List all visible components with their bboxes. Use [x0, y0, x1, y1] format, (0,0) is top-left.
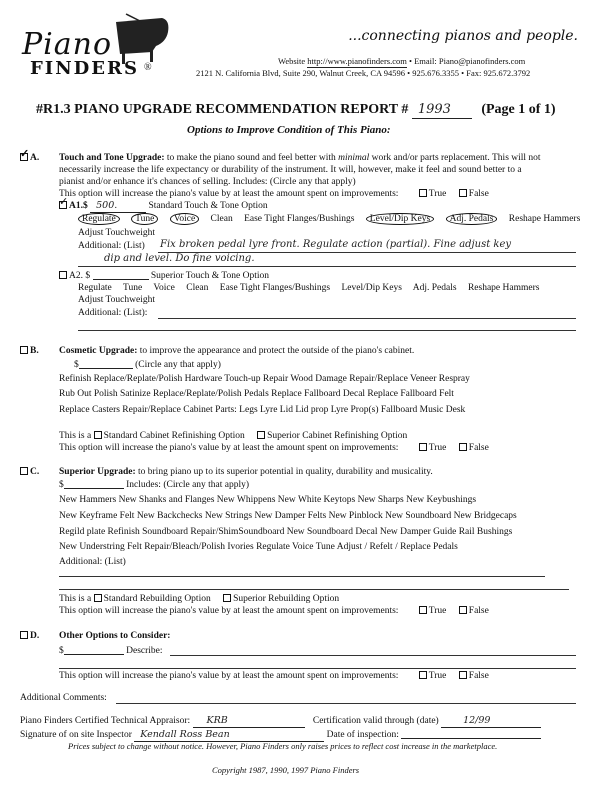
- section-a-letter: ✓A.: [20, 153, 39, 164]
- section-c-row2[interactable]: New Keyframe Felt New Backchecks New Strings New Damper Felts New Pinblock New Soundboard New Bridgecaps: [59, 511, 517, 521]
- section-b-standard-checkbox[interactable]: [94, 431, 102, 439]
- appraiser-row: Piano Finders Certified Technical Appraisor: KRB Certification valid through (date) 12/99: [20, 716, 541, 728]
- section-d-true-checkbox[interactable]: [419, 671, 427, 679]
- section-b-row3[interactable]: Replace Casters Repair/Replace Cabinet Parts: Legs Lyre Lid Lid prop Lyre Prop(s) Fallboard Music Desk: [59, 405, 466, 415]
- section-c-amount[interactable]: [64, 479, 124, 489]
- page-indicator: (Page 1 of 1): [481, 102, 556, 117]
- a1-item-ease[interactable]: Ease Tight Flanges/Bushings: [244, 214, 355, 224]
- a1-option-label: Standard Touch & Tone Option: [148, 201, 268, 211]
- section-a-true-checkbox[interactable]: [419, 189, 427, 197]
- appraiser-value[interactable]: KRB: [193, 716, 305, 728]
- section-c-amount-row: $ Includes: (Circle any that apply): [59, 480, 250, 490]
- a1-item-touchweight[interactable]: Adjust Touchweight: [78, 228, 156, 238]
- a2-item-ease[interactable]: Ease Tight Flanges/Bushings: [219, 283, 331, 293]
- section-b-amount-row: $ (Circle any that apply): [74, 360, 221, 370]
- section-c-false-checkbox[interactable]: [459, 606, 467, 614]
- a2-checkbox[interactable]: [59, 271, 67, 279]
- section-d-letter: D.: [20, 631, 39, 642]
- logo-piano-text: Piano: [22, 27, 113, 62]
- a1-header: ✓A1.$ 500. Standard Touch & Tone Option: [59, 201, 268, 213]
- section-c-additional-line-1[interactable]: [59, 576, 545, 577]
- section-c-checkbox[interactable]: [20, 467, 28, 475]
- a2-items: [78, 283, 548, 294]
- a2-item-tune[interactable]: Tune: [122, 283, 143, 293]
- section-c-this-is: This is a Standard Rebuilding Option Superior Rebuilding Option: [59, 594, 340, 604]
- a1-additional-text-2[interactable]: dip and level. Do fine voicing.: [104, 253, 255, 264]
- a2-option-label: Superior Touch & Tone Option: [150, 271, 269, 281]
- section-b-letter: B.: [20, 346, 39, 357]
- a1-item-level-dip[interactable]: Level/Dip Keys: [366, 213, 434, 225]
- a2-additional-label: Additional: (List):: [78, 308, 148, 318]
- website-link[interactable]: http://www.pianofinders.com: [307, 56, 407, 66]
- section-b-true-checkbox[interactable]: [419, 443, 427, 451]
- section-a-desc-line3: pianist and/or enhance it's chances of selling. Includes: (Circle any that apply): [59, 177, 356, 187]
- address-line: 2121 N. California Blvd, Suite 290, Walnut Creek, CA 94596 • 925.676.3355 • Fax: 925.672.3792: [196, 68, 531, 78]
- a1-checkbox[interactable]: [59, 201, 67, 209]
- a2-item-adj-pedals[interactable]: Adj. Pedals: [412, 283, 457, 293]
- email: • Email: Piano@pianofinders.com: [408, 56, 526, 66]
- report-number[interactable]: 1993: [412, 103, 472, 119]
- a1-item-reshape[interactable]: Reshape Hammers: [508, 214, 581, 224]
- a2-item-regulate[interactable]: Regulate: [78, 283, 112, 293]
- a1-item-voice[interactable]: Voice: [170, 213, 199, 225]
- section-b-checkbox[interactable]: [20, 346, 28, 354]
- section-d-describe-line[interactable]: [170, 655, 576, 656]
- a1-item-tune[interactable]: Tune: [131, 213, 158, 225]
- section-c-true-checkbox[interactable]: [419, 606, 427, 614]
- section-c-value-line: This option will increase the piano's value by at least the amount spent on improvements: True False: [59, 606, 489, 616]
- a2-item-reshape[interactable]: Reshape Hammers: [467, 283, 540, 293]
- section-a-checkbox[interactable]: [20, 153, 28, 161]
- section-d-describe-line-2[interactable]: [59, 668, 576, 669]
- website-label: Website: [278, 56, 308, 66]
- signature-value[interactable]: Kendall Ross Bean: [134, 730, 324, 742]
- copyright: Copyright 1987, 1990, 1997 Piano Finders: [212, 765, 360, 775]
- section-c-row1[interactable]: New Hammers New Shanks and Flanges New Whippens New White Keytops New Sharps New Keybushings: [59, 495, 477, 505]
- section-b-value-line: This option will increase the piano's value by at least the amount spent on improvements: True False: [59, 443, 489, 453]
- section-b-desc: Cosmetic Upgrade: to improve the appearance and protect the outside of the piano's cabinet.: [59, 346, 415, 356]
- a2-item-level-dip[interactable]: Level/Dip Keys: [341, 283, 402, 293]
- section-d-false-checkbox[interactable]: [459, 671, 467, 679]
- section-a-desc-line2: necessarily increase the life expectancy or durability of the instrument. It will, however, make it feel and sound better to a: [59, 165, 522, 175]
- section-b-false-checkbox[interactable]: [459, 443, 467, 451]
- section-d-value-line: This option will increase the piano's value by at least the amount spent on improvements: True False: [59, 671, 489, 681]
- a1-item-adj-pedals[interactable]: Adj. Pedals: [446, 213, 498, 225]
- section-b-superior-checkbox[interactable]: [257, 431, 265, 439]
- section-c-additional-label: Additional: (List): [59, 557, 126, 567]
- section-d-amount[interactable]: [64, 645, 124, 655]
- report-subtitle: Options to Improve Condition of This Piano:: [187, 124, 391, 136]
- section-c-additional-line-2[interactable]: [59, 589, 569, 590]
- section-c-standard-checkbox[interactable]: [94, 594, 102, 602]
- a2-additional-line-2[interactable]: [78, 330, 576, 331]
- section-d-checkbox[interactable]: [20, 631, 28, 639]
- section-c-row4[interactable]: New Understring Felt Repair/Bleach/Polish Ivories Regulate Voice Tune Adjust / Refelt / Replace Pedals: [59, 542, 458, 552]
- additional-comments-label: Additional Comments:: [20, 693, 107, 703]
- a2-amount[interactable]: [93, 270, 149, 280]
- disclaimer: Prices subject to change without notice. However, Piano Finders only raises prices to reflect cost increase in the marketplace.: [68, 741, 498, 751]
- section-b-row2[interactable]: Rub Out Polish Satinize Replace/Replate/Polish Pedals Replace Fallboard Decal Replace Fallboard Felt: [59, 389, 454, 399]
- section-d-heading: Other Options to Consider:: [59, 631, 171, 641]
- section-c-row3[interactable]: Regild plate Refinish Soundboard Repair/ShimSoundboard New Soundboard Decal New Damper Guide Rail Bushings: [59, 527, 513, 537]
- signature-row: Signature of on site Inspector Kendall Ross Bean Date of inspection:: [20, 729, 541, 742]
- section-c-superior-checkbox[interactable]: [223, 594, 231, 602]
- section-c-desc: Superior Upgrade: to bring piano up to its superior potential in quality, durability and musicality.: [59, 467, 433, 477]
- section-b-row1[interactable]: Refinish Replace/Replate/Polish Hardware Touch-up Repair Wood Damage Repair/Replace Veneer Respray: [59, 374, 470, 384]
- inspection-date[interactable]: [401, 729, 541, 739]
- cert-date-value[interactable]: 12/99: [441, 716, 541, 728]
- a1-additional-text-1[interactable]: Fix broken pedal lyre front. Regulate action (partial). Fine adjust key: [160, 239, 512, 250]
- additional-comments-line[interactable]: [116, 703, 576, 704]
- a2-item-touchweight[interactable]: Adjust Touchweight: [78, 295, 156, 305]
- logo: [20, 12, 200, 84]
- section-b-this-is: This is a Standard Cabinet Refinishing Option Superior Cabinet Refinishing Option: [59, 431, 408, 441]
- logo-registered: ®: [144, 62, 152, 73]
- section-b-amount[interactable]: [79, 359, 133, 369]
- tagline: ...connecting pianos and people.: [348, 28, 578, 44]
- report-title-text: #R1.3 PIANO UPGRADE RECOMMENDATION REPORT #: [36, 102, 409, 117]
- section-a-desc-line1: Touch and Tone Upgrade: to make the piano sound and feel better with minimal work and/or parts replacement. This will not: [59, 153, 541, 163]
- contact-line-1: [278, 57, 525, 68]
- section-a-value-line: This option will increase the piano's value by at least the amount spent on improvements: True False: [59, 189, 489, 199]
- report-title: [36, 102, 556, 119]
- a2-header: A2. $ Superior Touch & Tone Option: [59, 270, 269, 282]
- a2-additional-line-1[interactable]: [158, 318, 576, 319]
- a1-items: [78, 214, 589, 225]
- section-a-false-checkbox[interactable]: [459, 189, 467, 197]
- a1-additional-label: Additional: (List): [78, 241, 145, 251]
- a1-item-clean[interactable]: Clean: [210, 214, 233, 224]
- a2-item-clean[interactable]: Clean: [186, 283, 209, 293]
- a1-item-regulate[interactable]: Regulate: [78, 213, 120, 225]
- a2-item-voice[interactable]: Voice: [153, 283, 175, 293]
- section-d-amount-row: $ Describe:: [59, 646, 163, 656]
- a1-amount[interactable]: 500.: [90, 201, 146, 213]
- logo-finders-text: FINDERS: [30, 58, 139, 79]
- section-c-letter: C.: [20, 467, 39, 478]
